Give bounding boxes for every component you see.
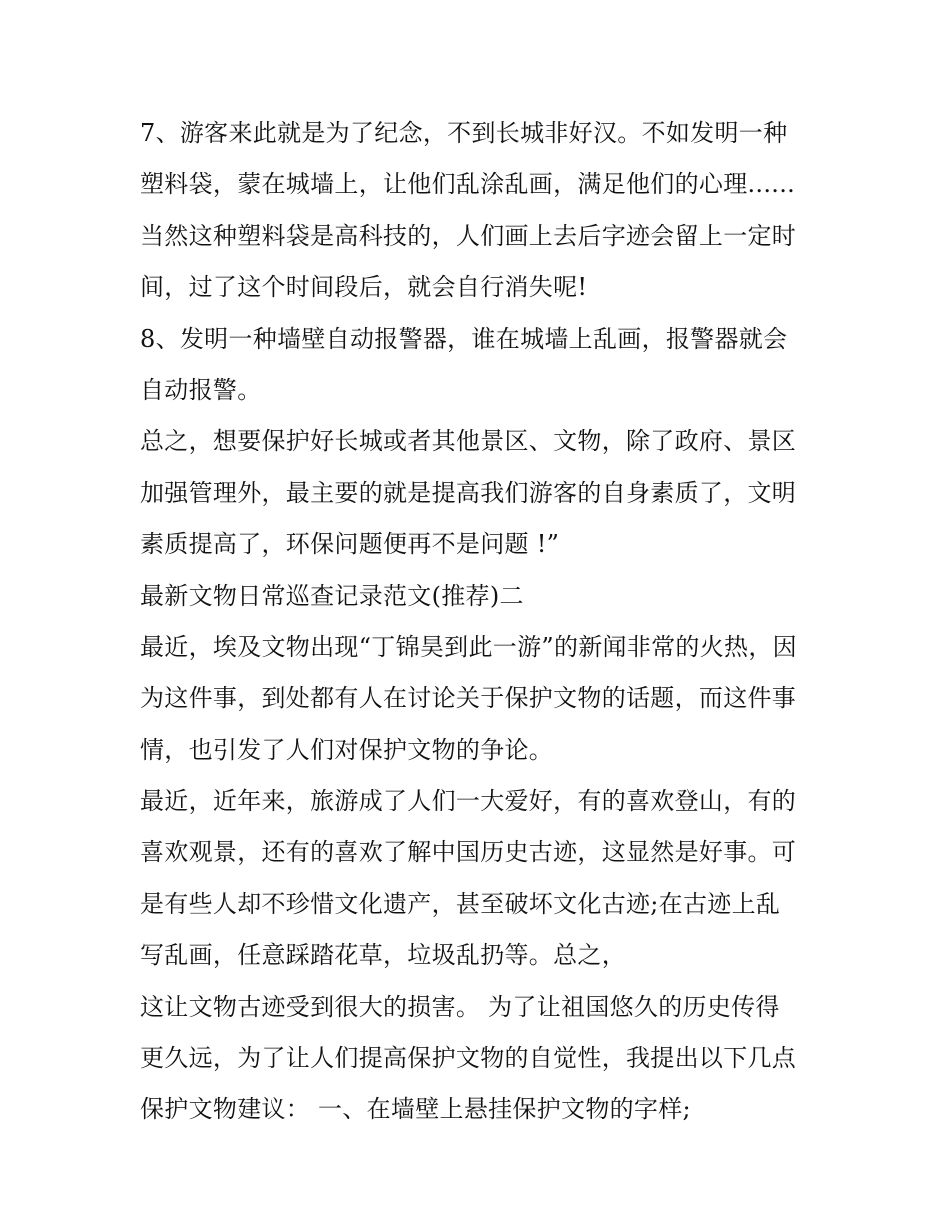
text-line: 情，也引发了人们对保护文物的争论。 — [140, 735, 554, 764]
text-line: 塑料袋，蒙在城墙上，让他们乱涂乱画，满足他们的心理...... — [140, 170, 796, 199]
text-line: 7、游客来此就是为了纪念，不到长城非好汉。不如发明一种 — [140, 119, 788, 147]
text-line: 最近，埃及文物出现“丁锦昊到此一游”的新闻非常的火热，因 — [140, 632, 797, 661]
text-line: 是有些人却不珍惜文化遗产，甚至破坏文化古迹;在古迹上乱 — [140, 889, 781, 918]
text-line: 喜欢观景，还有的喜欢了解中国历史古迹，这显然是好事。可 — [140, 838, 797, 867]
text-line: 自动报警。 — [140, 375, 262, 404]
text-line: 间，过了这个时间段后，就会自行消失呢! — [140, 273, 588, 302]
text-line: 这让文物古迹受到很大的损害。 为了让祖国悠久的历史传得 — [140, 992, 780, 1021]
text-line: 写乱画，任意踩踏花草，垃圾乱扔等。总之， — [140, 941, 626, 970]
text-line: 为这件事，到处都有人在讨论关于保护文物的话题，而这件事 — [140, 684, 797, 713]
text-line: 更久远，为了让人们提高保护文物的自觉性，我提出以下几点 — [140, 1044, 797, 1073]
section-heading: 最新文物日常巡查记录范文(推荐)二 — [140, 581, 524, 610]
text-line: 保护文物建议： 一、在墙壁上悬挂保护文物的字样; — [140, 1095, 691, 1124]
text-line: 最近，近年来，旅游成了人们一大爱好，有的喜欢登山，有的 — [140, 787, 797, 816]
text-line: 当然这种塑料袋是高科技的，人们画上去后字迹会留上一定时 — [140, 221, 797, 250]
text-line: 素质提高了，环保问题便再不是问题 !” — [140, 530, 560, 559]
document-page — [140, 108, 820, 1136]
text-line: 加强管理外，最主要的就是提高我们游客的自身素质了，文明 — [140, 478, 797, 507]
text-line: 8、发明一种墙壁自动报警器，谁在城墙上乱画，报警器就会 — [140, 324, 788, 353]
text-line: 总之，想要保护好长城或者其他景区、文物，除了政府、景区 — [140, 427, 797, 456]
